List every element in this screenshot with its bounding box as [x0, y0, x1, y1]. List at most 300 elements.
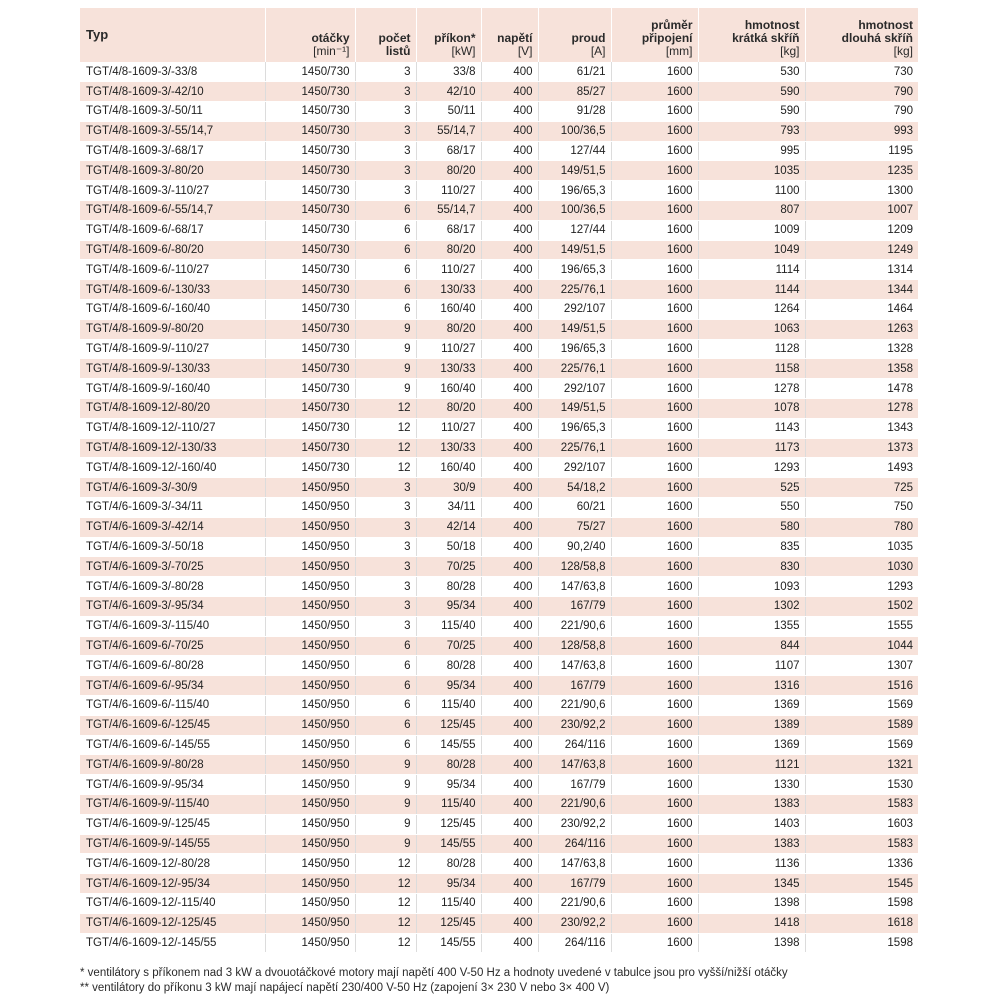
cell-prumer: 1600 [611, 557, 698, 577]
cell-hmotnost-kratka: 530 [698, 62, 805, 82]
cell-prumer: 1600 [611, 696, 698, 716]
cell-proud: 61/21 [538, 62, 611, 82]
cell-pocet-listu: 3 [355, 616, 416, 636]
cell-proud: 127/44 [538, 141, 611, 161]
cell-prikon: 80/28 [416, 854, 481, 874]
cell-typ: TGT/4/8-1609-6/-80/20 [80, 240, 265, 260]
cell-hmotnost-kratka: 1107 [698, 656, 805, 676]
cell-typ: TGT/4/8-1609-6/-68/17 [80, 220, 265, 240]
cell-proud: 264/116 [538, 834, 611, 854]
cell-prumer: 1600 [611, 161, 698, 181]
cell-pocet-listu: 6 [355, 696, 416, 716]
cell-proud: 167/79 [538, 874, 611, 894]
cell-prikon: 80/20 [416, 161, 481, 181]
cell-hmotnost-dlouha: 1035 [805, 537, 918, 557]
cell-napeti: 400 [481, 458, 538, 478]
cell-prumer: 1600 [611, 636, 698, 656]
cell-prumer: 1600 [611, 537, 698, 557]
table-row [80, 913, 918, 933]
cell-hmotnost-kratka: 1143 [698, 418, 805, 438]
cell-typ: TGT/4/8-1609-3/-50/11 [80, 102, 265, 122]
cell-otacky: 1450/730 [265, 458, 355, 478]
cell-prikon: 30/9 [416, 478, 481, 498]
table-row [80, 834, 918, 854]
header-row [80, 8, 918, 62]
cell-hmotnost-kratka: 1383 [698, 834, 805, 854]
cell-proud: 100/36,5 [538, 121, 611, 141]
cell-typ: TGT/4/6-1609-3/-70/25 [80, 557, 265, 577]
cell-hmotnost-dlouha: 1249 [805, 240, 918, 260]
cell-napeti: 400 [481, 478, 538, 498]
cell-napeti: 400 [481, 794, 538, 814]
cell-typ: TGT/4/6-1609-6/-145/55 [80, 735, 265, 755]
cell-napeti: 400 [481, 636, 538, 656]
cell-hmotnost-kratka: 793 [698, 121, 805, 141]
cell-prumer: 1600 [611, 458, 698, 478]
cell-typ: TGT/4/8-1609-3/-42/10 [80, 82, 265, 102]
cell-prumer: 1600 [611, 319, 698, 339]
cell-otacky: 1450/950 [265, 517, 355, 537]
cell-proud: 100/36,5 [538, 201, 611, 221]
cell-proud: 127/44 [538, 220, 611, 240]
cell-otacky: 1450/730 [265, 141, 355, 161]
cell-typ: TGT/4/8-1609-6/-130/33 [80, 280, 265, 300]
cell-otacky: 1450/950 [265, 834, 355, 854]
cell-otacky: 1450/730 [265, 102, 355, 122]
cell-hmotnost-dlouha: 1344 [805, 280, 918, 300]
cell-hmotnost-dlouha: 1618 [805, 913, 918, 933]
cell-prikon: 95/34 [416, 775, 481, 795]
cell-typ: TGT/4/8-1609-9/-160/40 [80, 379, 265, 399]
cell-pocet-listu: 3 [355, 82, 416, 102]
table-row [80, 438, 918, 458]
cell-hmotnost-dlouha: 993 [805, 121, 918, 141]
cell-prumer: 1600 [611, 339, 698, 359]
cell-typ: TGT/4/6-1609-12/-95/34 [80, 874, 265, 894]
cell-prumer: 1600 [611, 102, 698, 122]
cell-napeti: 400 [481, 438, 538, 458]
cell-otacky: 1450/950 [265, 478, 355, 498]
table-row [80, 517, 918, 537]
cell-proud: 128/58,8 [538, 557, 611, 577]
cell-typ: TGT/4/6-1609-12/-145/55 [80, 933, 265, 953]
cell-typ: TGT/4/8-1609-3/-33/8 [80, 62, 265, 82]
cell-otacky: 1450/950 [265, 616, 355, 636]
table-row [80, 82, 918, 102]
cell-hmotnost-dlouha: 750 [805, 498, 918, 518]
cell-typ: TGT/4/8-1609-6/-110/27 [80, 260, 265, 280]
cell-hmotnost-dlouha: 1598 [805, 933, 918, 953]
cell-prikon: 50/18 [416, 537, 481, 557]
cell-hmotnost-kratka: 844 [698, 636, 805, 656]
cell-proud: 221/90,6 [538, 616, 611, 636]
fan-spec-table [80, 8, 918, 953]
cell-hmotnost-kratka: 1144 [698, 280, 805, 300]
cell-napeti: 400 [481, 715, 538, 735]
cell-prikon: 110/27 [416, 181, 481, 201]
cell-proud: 147/63,8 [538, 854, 611, 874]
col-header-otacky: otáčky [min⁻¹] [265, 8, 355, 62]
cell-napeti: 400 [481, 319, 538, 339]
cell-typ: TGT/4/6-1609-3/-115/40 [80, 616, 265, 636]
cell-typ: TGT/4/6-1609-3/-34/11 [80, 498, 265, 518]
cell-prumer: 1600 [611, 834, 698, 854]
cell-typ: TGT/4/6-1609-9/-115/40 [80, 794, 265, 814]
cell-otacky: 1450/950 [265, 874, 355, 894]
cell-prumer: 1600 [611, 359, 698, 379]
cell-hmotnost-kratka: 580 [698, 517, 805, 537]
table-row [80, 418, 918, 438]
cell-pocet-listu: 12 [355, 854, 416, 874]
cell-hmotnost-dlouha: 1589 [805, 715, 918, 735]
cell-proud: 149/51,5 [538, 319, 611, 339]
cell-napeti: 400 [481, 933, 538, 953]
cell-otacky: 1450/950 [265, 636, 355, 656]
cell-prumer: 1600 [611, 82, 698, 102]
cell-otacky: 1450/730 [265, 339, 355, 359]
cell-hmotnost-kratka: 1009 [698, 220, 805, 240]
cell-otacky: 1450/950 [265, 656, 355, 676]
cell-prikon: 160/40 [416, 379, 481, 399]
cell-hmotnost-dlouha: 1583 [805, 834, 918, 854]
cell-prikon: 42/10 [416, 82, 481, 102]
cell-pocet-listu: 3 [355, 62, 416, 82]
cell-pocet-listu: 3 [355, 121, 416, 141]
cell-prumer: 1600 [611, 715, 698, 735]
cell-prikon: 145/55 [416, 735, 481, 755]
cell-hmotnost-dlouha: 780 [805, 517, 918, 537]
cell-prikon: 115/40 [416, 616, 481, 636]
cell-napeti: 400 [481, 517, 538, 537]
cell-typ: TGT/4/6-1609-6/-115/40 [80, 696, 265, 716]
cell-napeti: 400 [481, 537, 538, 557]
cell-hmotnost-dlouha: 1464 [805, 300, 918, 320]
cell-napeti: 400 [481, 379, 538, 399]
cell-prumer: 1600 [611, 201, 698, 221]
cell-prikon: 110/27 [416, 339, 481, 359]
cell-napeti: 400 [481, 498, 538, 518]
cell-pocet-listu: 3 [355, 517, 416, 537]
cell-typ: TGT/4/6-1609-3/-30/9 [80, 478, 265, 498]
cell-hmotnost-dlouha: 1044 [805, 636, 918, 656]
cell-prumer: 1600 [611, 656, 698, 676]
cell-prumer: 1600 [611, 260, 698, 280]
cell-hmotnost-dlouha: 790 [805, 102, 918, 122]
cell-pocet-listu: 3 [355, 597, 416, 617]
cell-prikon: 95/34 [416, 676, 481, 696]
cell-hmotnost-kratka: 1264 [698, 300, 805, 320]
cell-hmotnost-kratka: 807 [698, 201, 805, 221]
cell-pocet-listu: 6 [355, 240, 416, 260]
cell-prumer: 1600 [611, 399, 698, 419]
cell-hmotnost-kratka: 1128 [698, 339, 805, 359]
cell-hmotnost-dlouha: 1569 [805, 735, 918, 755]
table-row [80, 715, 918, 735]
cell-prumer: 1600 [611, 775, 698, 795]
table-row [80, 399, 918, 419]
cell-prumer: 1600 [611, 517, 698, 537]
cell-hmotnost-kratka: 1063 [698, 319, 805, 339]
table-row [80, 656, 918, 676]
cell-otacky: 1450/730 [265, 161, 355, 181]
cell-hmotnost-kratka: 1369 [698, 735, 805, 755]
cell-hmotnost-dlouha: 1195 [805, 141, 918, 161]
cell-prikon: 145/55 [416, 834, 481, 854]
table-row [80, 814, 918, 834]
cell-hmotnost-kratka: 995 [698, 141, 805, 161]
cell-proud: 167/79 [538, 775, 611, 795]
cell-napeti: 400 [481, 755, 538, 775]
cell-pocet-listu: 6 [355, 220, 416, 240]
cell-prikon: 80/20 [416, 399, 481, 419]
cell-napeti: 400 [481, 913, 538, 933]
table-row [80, 755, 918, 775]
cell-typ: TGT/4/8-1609-12/-130/33 [80, 438, 265, 458]
cell-typ: TGT/4/6-1609-9/-80/28 [80, 755, 265, 775]
cell-pocet-listu: 6 [355, 715, 416, 735]
cell-napeti: 400 [481, 399, 538, 419]
cell-hmotnost-dlouha: 1007 [805, 201, 918, 221]
cell-pocet-listu: 6 [355, 201, 416, 221]
cell-prumer: 1600 [611, 379, 698, 399]
cell-napeti: 400 [481, 141, 538, 161]
cell-hmotnost-dlouha: 1321 [805, 755, 918, 775]
cell-pocet-listu: 6 [355, 260, 416, 280]
cell-hmotnost-dlouha: 1336 [805, 854, 918, 874]
cell-pocet-listu: 9 [355, 794, 416, 814]
cell-napeti: 400 [481, 597, 538, 617]
cell-pocet-listu: 3 [355, 537, 416, 557]
col-header-prumer: průměr připojení [mm] [611, 8, 698, 62]
cell-pocet-listu: 3 [355, 498, 416, 518]
cell-pocet-listu: 6 [355, 300, 416, 320]
cell-hmotnost-dlouha: 1263 [805, 319, 918, 339]
cell-typ: TGT/4/8-1609-3/-55/14,7 [80, 121, 265, 141]
cell-pocet-listu: 6 [355, 676, 416, 696]
cell-napeti: 400 [481, 834, 538, 854]
cell-prumer: 1600 [611, 913, 698, 933]
cell-hmotnost-dlouha: 1358 [805, 359, 918, 379]
cell-hmotnost-kratka: 1389 [698, 715, 805, 735]
cell-otacky: 1450/730 [265, 82, 355, 102]
cell-hmotnost-dlouha: 1328 [805, 339, 918, 359]
cell-prikon: 125/45 [416, 913, 481, 933]
cell-prikon: 125/45 [416, 814, 481, 834]
cell-typ: TGT/4/6-1609-3/-95/34 [80, 597, 265, 617]
cell-pocet-listu: 9 [355, 359, 416, 379]
cell-typ: TGT/4/6-1609-6/-95/34 [80, 676, 265, 696]
cell-otacky: 1450/730 [265, 300, 355, 320]
table-row [80, 893, 918, 913]
cell-napeti: 400 [481, 161, 538, 181]
cell-prikon: 80/28 [416, 577, 481, 597]
cell-typ: TGT/4/8-1609-12/-160/40 [80, 458, 265, 478]
cell-hmotnost-dlouha: 1300 [805, 181, 918, 201]
cell-hmotnost-dlouha: 1603 [805, 814, 918, 834]
cell-proud: 128/58,8 [538, 636, 611, 656]
cell-typ: TGT/4/6-1609-12/-80/28 [80, 854, 265, 874]
cell-hmotnost-dlouha: 1493 [805, 458, 918, 478]
cell-proud: 230/92,2 [538, 814, 611, 834]
cell-hmotnost-dlouha: 1598 [805, 893, 918, 913]
cell-hmotnost-dlouha: 1478 [805, 379, 918, 399]
cell-proud: 147/63,8 [538, 656, 611, 676]
cell-prumer: 1600 [611, 438, 698, 458]
cell-pocet-listu: 6 [355, 735, 416, 755]
col-header-prikon: příkon* [kW] [416, 8, 481, 62]
cell-hmotnost-kratka: 1158 [698, 359, 805, 379]
cell-prikon: 125/45 [416, 715, 481, 735]
table-row [80, 874, 918, 894]
cell-prikon: 68/17 [416, 220, 481, 240]
cell-otacky: 1450/730 [265, 280, 355, 300]
cell-hmotnost-kratka: 1136 [698, 854, 805, 874]
cell-prikon: 95/34 [416, 874, 481, 894]
cell-otacky: 1450/950 [265, 854, 355, 874]
cell-napeti: 400 [481, 557, 538, 577]
spec-table-container [80, 8, 918, 953]
cell-hmotnost-kratka: 550 [698, 498, 805, 518]
cell-otacky: 1450/730 [265, 359, 355, 379]
cell-prumer: 1600 [611, 141, 698, 161]
table-row [80, 557, 918, 577]
cell-napeti: 400 [481, 418, 538, 438]
table-row [80, 458, 918, 478]
cell-otacky: 1450/730 [265, 418, 355, 438]
cell-prikon: 80/20 [416, 240, 481, 260]
cell-proud: 230/92,2 [538, 913, 611, 933]
cell-napeti: 400 [481, 82, 538, 102]
cell-otacky: 1450/950 [265, 715, 355, 735]
cell-prikon: 115/40 [416, 794, 481, 814]
cell-napeti: 400 [481, 260, 538, 280]
cell-otacky: 1450/950 [265, 794, 355, 814]
cell-prumer: 1600 [611, 616, 698, 636]
cell-hmotnost-dlouha: 1343 [805, 418, 918, 438]
cell-hmotnost-kratka: 1114 [698, 260, 805, 280]
table-row [80, 62, 918, 82]
cell-proud: 167/79 [538, 597, 611, 617]
table-row [80, 854, 918, 874]
cell-pocet-listu: 3 [355, 141, 416, 161]
cell-prumer: 1600 [611, 62, 698, 82]
cell-prikon: 130/33 [416, 280, 481, 300]
cell-napeti: 400 [481, 656, 538, 676]
table-row [80, 775, 918, 795]
cell-pocet-listu: 12 [355, 913, 416, 933]
cell-prikon: 80/28 [416, 656, 481, 676]
table-row [80, 359, 918, 379]
col-header-typ: Typ [80, 8, 265, 62]
cell-typ: TGT/4/6-1609-9/-145/55 [80, 834, 265, 854]
cell-proud: 196/65,3 [538, 260, 611, 280]
cell-hmotnost-kratka: 525 [698, 478, 805, 498]
col-header-proud: proud [A] [538, 8, 611, 62]
table-row [80, 260, 918, 280]
cell-pocet-listu: 12 [355, 893, 416, 913]
cell-prikon: 70/25 [416, 557, 481, 577]
cell-pocet-listu: 12 [355, 874, 416, 894]
cell-napeti: 400 [481, 102, 538, 122]
cell-prumer: 1600 [611, 597, 698, 617]
cell-prumer: 1600 [611, 418, 698, 438]
cell-typ: TGT/4/6-1609-3/-50/18 [80, 537, 265, 557]
table-row [80, 498, 918, 518]
cell-otacky: 1450/730 [265, 240, 355, 260]
cell-napeti: 400 [481, 339, 538, 359]
cell-hmotnost-dlouha: 1307 [805, 656, 918, 676]
cell-hmotnost-dlouha: 1235 [805, 161, 918, 181]
cell-typ: TGT/4/8-1609-3/-110/27 [80, 181, 265, 201]
cell-hmotnost-dlouha: 1314 [805, 260, 918, 280]
cell-typ: TGT/4/6-1609-6/-125/45 [80, 715, 265, 735]
cell-prumer: 1600 [611, 300, 698, 320]
cell-otacky: 1450/730 [265, 181, 355, 201]
cell-pocet-listu: 6 [355, 656, 416, 676]
cell-hmotnost-kratka: 1398 [698, 893, 805, 913]
table-row [80, 181, 918, 201]
cell-pocet-listu: 6 [355, 280, 416, 300]
cell-typ: TGT/4/8-1609-6/-160/40 [80, 300, 265, 320]
cell-hmotnost-dlouha: 1209 [805, 220, 918, 240]
cell-hmotnost-dlouha: 1569 [805, 696, 918, 716]
cell-prumer: 1600 [611, 893, 698, 913]
cell-hmotnost-kratka: 590 [698, 82, 805, 102]
cell-prikon: 34/11 [416, 498, 481, 518]
cell-pocet-listu: 9 [355, 379, 416, 399]
cell-otacky: 1450/730 [265, 399, 355, 419]
table-row [80, 280, 918, 300]
table-row [80, 636, 918, 656]
cell-hmotnost-dlouha: 1530 [805, 775, 918, 795]
cell-otacky: 1450/950 [265, 735, 355, 755]
cell-prikon: 110/27 [416, 418, 481, 438]
table-row [80, 102, 918, 122]
cell-proud: 225/76,1 [538, 438, 611, 458]
cell-napeti: 400 [481, 201, 538, 221]
cell-hmotnost-kratka: 1330 [698, 775, 805, 795]
cell-otacky: 1450/730 [265, 319, 355, 339]
cell-hmotnost-kratka: 1035 [698, 161, 805, 181]
cell-napeti: 400 [481, 893, 538, 913]
cell-otacky: 1450/950 [265, 814, 355, 834]
cell-prikon: 110/27 [416, 260, 481, 280]
cell-prikon: 33/8 [416, 62, 481, 82]
table-row [80, 537, 918, 557]
cell-napeti: 400 [481, 676, 538, 696]
table-row [80, 379, 918, 399]
cell-proud: 264/116 [538, 735, 611, 755]
cell-napeti: 400 [481, 359, 538, 379]
cell-prikon: 115/40 [416, 893, 481, 913]
cell-pocet-listu: 9 [355, 775, 416, 795]
cell-hmotnost-kratka: 1121 [698, 755, 805, 775]
cell-prumer: 1600 [611, 933, 698, 953]
cell-proud: 292/107 [538, 300, 611, 320]
cell-typ: TGT/4/8-1609-9/-80/20 [80, 319, 265, 339]
cell-prumer: 1600 [611, 854, 698, 874]
cell-otacky: 1450/950 [265, 775, 355, 795]
cell-prikon: 130/33 [416, 438, 481, 458]
cell-typ: TGT/4/6-1609-3/-80/28 [80, 577, 265, 597]
col-header-hmotnost-kratka: hmotnost krátká skříň [kg] [698, 8, 805, 62]
cell-proud: 149/51,5 [538, 161, 611, 181]
cell-prikon: 95/34 [416, 597, 481, 617]
cell-pocet-listu: 9 [355, 319, 416, 339]
cell-proud: 196/65,3 [538, 339, 611, 359]
cell-pocet-listu: 3 [355, 577, 416, 597]
cell-hmotnost-kratka: 1403 [698, 814, 805, 834]
